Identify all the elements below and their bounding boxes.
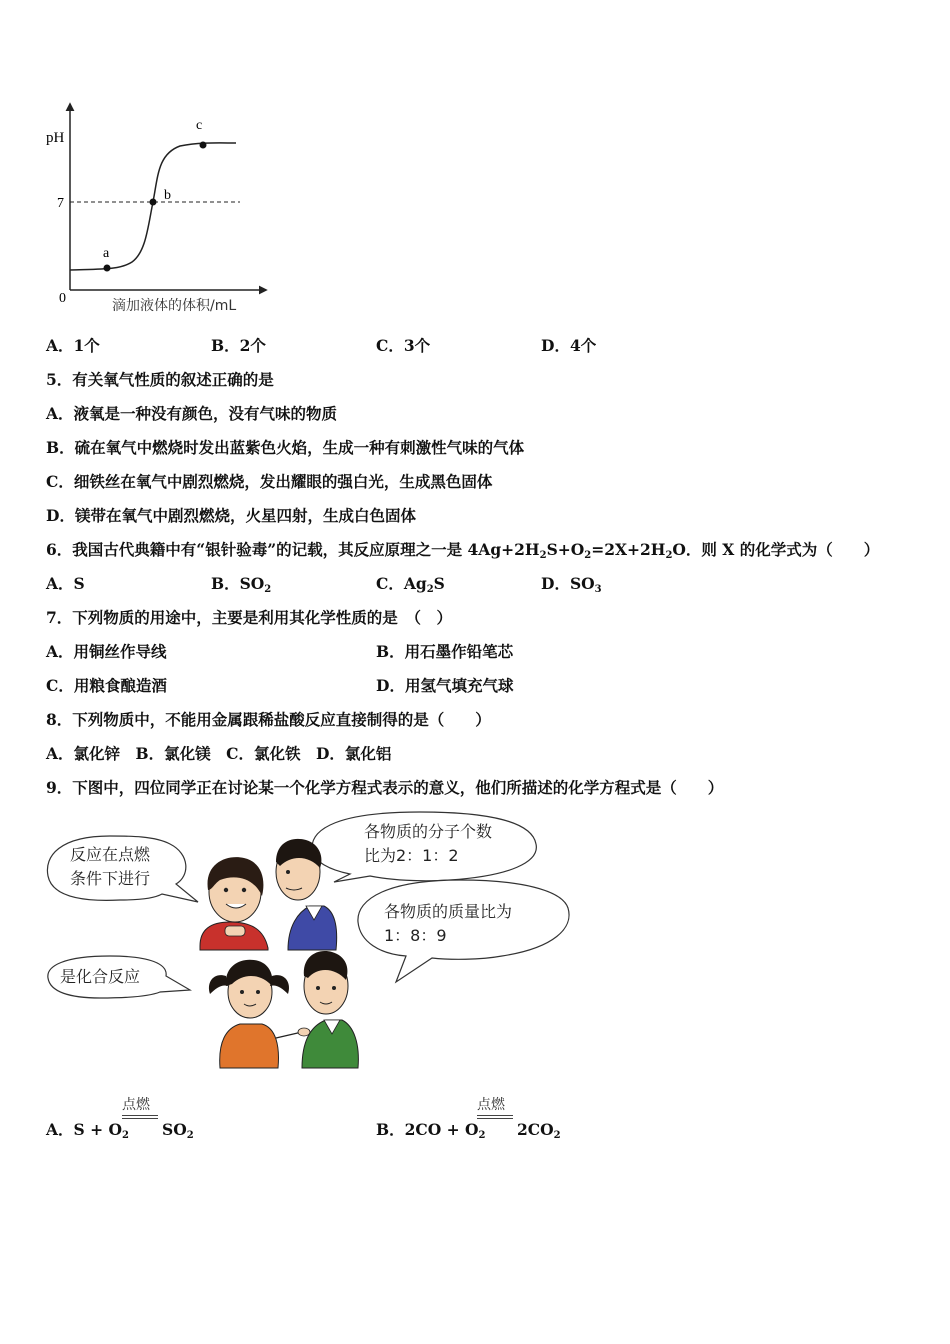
q6-option-d-text: D．SO [541,574,595,593]
student-4 [302,951,358,1068]
q7-option-a[interactable]: A．用铜丝作导线 [46,642,167,661]
point-c [200,142,207,149]
q6-sub: 2 [665,550,673,561]
q4-option-d[interactable]: D．4个 [541,336,597,355]
q8-options[interactable]: A．氯化锌 B．氯化镁 C．氯化铁 D．氯化铝 [46,744,392,763]
titration-curve [70,143,236,270]
q5-option-d[interactable]: D．镁带在氧气中剧烈燃烧，火星四射，生成白色固体 [46,506,416,525]
q6-stem-part3: =2X+2H [591,540,666,559]
bubble-1-line-2: 条件下进行 [70,869,151,888]
q9-option-b[interactable] [376,1120,485,1146]
q9-b-eq-bar-2 [477,1118,513,1119]
q9-option-a-product [162,1120,194,1146]
bubble-1-line-1: 反应在点燃 [70,845,151,864]
q4-option-b[interactable]: B．2个 [211,336,266,355]
student-1 [200,857,268,950]
q5-option-b[interactable]: B．硫在氧气中燃烧时发出蓝紫色火焰，生成一种有刺激性气味的气体 [46,438,525,457]
x-label: 滴加液体的体积/mL [112,298,237,314]
bubble-2-line-2: 比为2：1：2 [364,846,459,865]
q9-a-eq-bar-1 [122,1115,158,1116]
ph-graph [40,98,280,320]
q6-option-b-text: B．SO [211,574,265,593]
q7-option-d[interactable]: D．用氢气填充气球 [376,676,514,695]
bubble-3-line-2: 1：8：9 [384,926,447,945]
q5-stem: 5．有关氧气性质的叙述正确的是 [46,370,274,389]
bubble-4-line-1: 是化合反应 [60,967,141,986]
q6-option-c-tail: S [433,574,445,593]
bubble-3-text [384,900,512,948]
q9-option-a[interactable] [46,1120,129,1146]
q9-option-a-right: SO [162,1120,187,1139]
q6-sub: 2 [584,550,592,561]
q6-sub: 2 [264,584,272,595]
q6-stem [46,540,879,566]
q6-option-c-text: C．Ag [376,574,427,593]
q9-option-b-left: B．2CO + O [376,1120,479,1139]
q6-sub: 3 [594,584,602,595]
q6-stem-part1: 6．我国古代典籍中有“银针验毒”的记载，其反应原理之一是 4Ag+2H [46,540,540,559]
q6-stem-part4: O．则 X 的化学式为（ ） [672,540,880,559]
bubble-2-text [364,820,492,868]
q6-option-a[interactable]: A．S [46,574,85,593]
q9-sub: 2 [478,1130,486,1141]
q7-option-c[interactable]: C．用粮食酿造酒 [46,676,167,695]
bubble-3-line-1: 各物质的质量比为 [384,902,513,921]
bubble-4-text [60,965,140,989]
q7-stem: 7．下列物质的用途中，主要是利用其化学性质的是 （ ） [46,608,453,627]
q9-sub: 2 [553,1130,561,1141]
q5-option-a[interactable]: A．液氧是一种没有颜色，没有气味的物质 [46,404,338,423]
q4-option-a[interactable]: A．1个 [46,336,100,355]
q6-sub: 2 [426,584,434,595]
q9-option-b-product [517,1120,561,1146]
point-b [150,199,157,206]
q6-option-c[interactable] [376,574,445,600]
origin-label: 0 [59,291,66,306]
q6-stem-part2: S+O [546,540,585,559]
q9-stem: 9．下图中，四位同学正在讨论某一个化学方程式表示的意义，他们所描述的化学方程式是（ ） [46,778,724,797]
q9-option-a-left: A．S + O [46,1120,123,1139]
label-c: c [196,118,203,133]
y-tick-7: 7 [57,196,64,211]
q6-sub: 2 [539,550,547,561]
label-b: b [164,188,171,203]
q4-option-c[interactable]: C．3个 [376,336,431,355]
q9-b-eq-bar-1 [477,1115,513,1116]
bubble-2-line-1: 各物质的分子个数 [364,822,493,841]
q9-a-eq-bar-2 [122,1118,158,1119]
y-label: pH [46,130,65,146]
q9-option-b-right: 2CO [517,1120,554,1139]
q9-a-condition: 点燃 [122,1097,150,1113]
q6-option-d[interactable] [541,574,602,600]
point-a [104,265,111,272]
student-3 [209,960,310,1068]
q6-option-b[interactable] [211,574,271,600]
q9-sub: 2 [186,1130,194,1141]
label-a: a [103,246,110,261]
q5-option-c[interactable]: C．细铁丝在氧气中剧烈燃烧，发出耀眼的强白光，生成黑色固体 [46,472,493,491]
q8-stem: 8．下列物质中，不能用金属跟稀盐酸反应直接制得的是（ ） [46,710,491,729]
q7-option-b[interactable]: B．用石墨作铅笔芯 [376,642,514,661]
q9-sub: 2 [122,1130,129,1141]
q9-b-condition: 点燃 [477,1097,505,1113]
bubble-1-text [70,843,150,891]
